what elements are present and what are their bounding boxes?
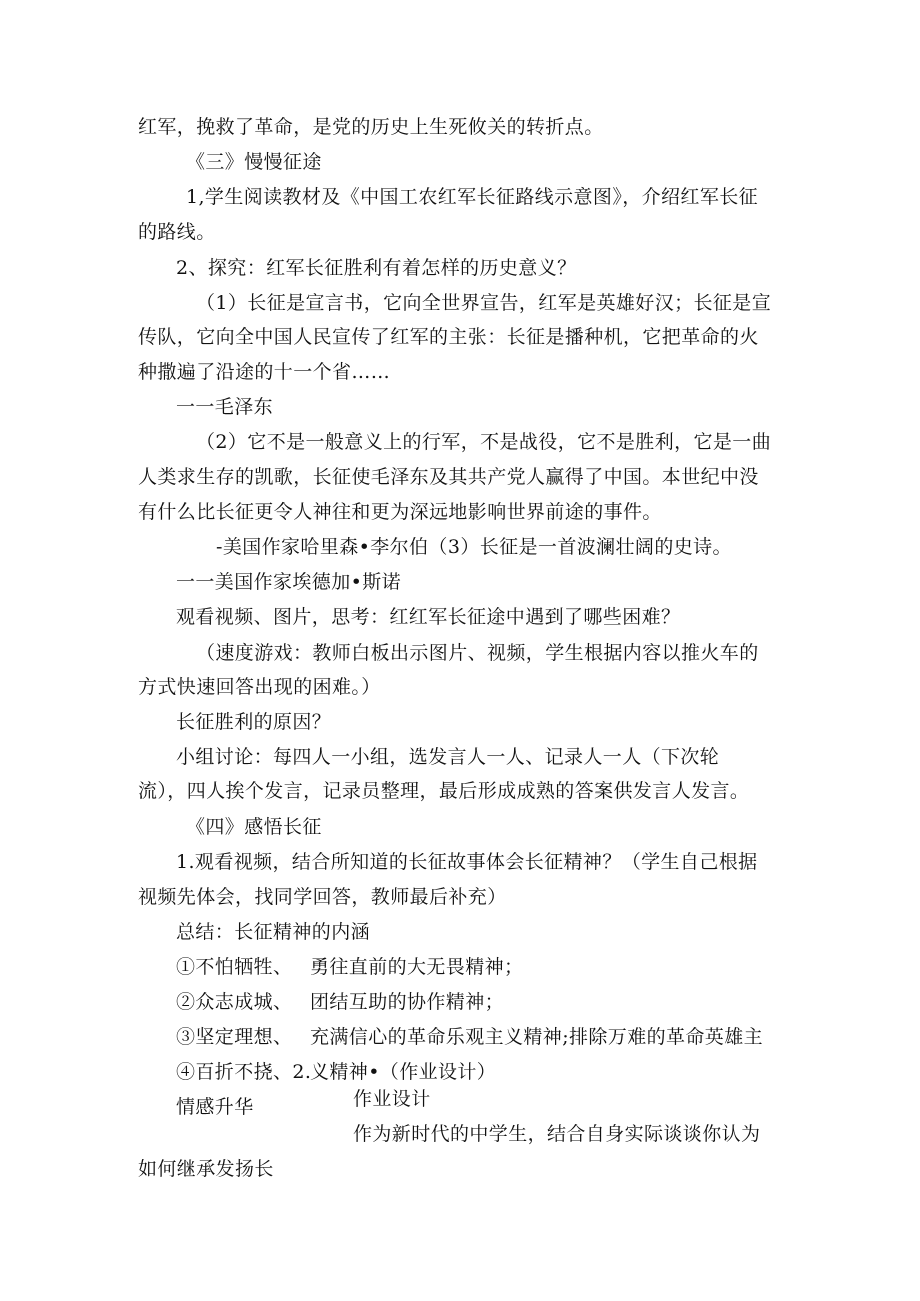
text-line-12: 有什么比长征更令人神往和更为深远地影响世界前途的事件。	[138, 501, 662, 523]
text-line-last: 如何继承发扬长	[138, 1158, 274, 1180]
text-line-22: 1.观看视频，结合所知道的长征故事体会长征精神？（学生自己根据	[176, 851, 758, 873]
spirit-item-3-text: 充满信心的革命乐观主义精神;排除万难的革命英雄主	[310, 1026, 764, 1048]
attribution-snow: 一一美国作家埃德加•斯诺	[176, 571, 402, 593]
spirit-item-2-text: 团结互助的协作精神；	[310, 991, 505, 1013]
text-line-19: 小组讨论：每四人一小组，选发言人一人、记录人一人（下次轮	[176, 746, 720, 768]
heading-emotion: 情感升华	[176, 1096, 254, 1118]
text-line-7: 传队，它向全中国人民宣传了红军的主张：长征是播种机，它把革命的火	[138, 326, 759, 348]
text-line-1: 红军，挽救了革命，是党的历史上生死攸关的转折点。	[138, 116, 604, 138]
section-heading-3: 《三》慢慢征途	[186, 151, 322, 173]
text-line-homework: 作为新时代的中学生，结合自身实际谈谈你认为	[353, 1123, 761, 1145]
spirit-item-4-text: 义精神•（作业设计）	[310, 1061, 497, 1083]
text-line-4: 的路线。	[138, 221, 216, 243]
text-line-15: 观看视频、图片，思考：红红军长征途中遇到了哪些困难？	[176, 606, 681, 628]
text-line-11: 人类求生存的凯歌，长征使毛泽东及其共产党人赢得了中国。本世纪中没	[138, 466, 759, 488]
section-heading-4: 《四》感悟长征	[186, 816, 322, 838]
text-line-23: 视频先体会，找同学回答，教师最后补充）	[138, 886, 507, 908]
text-line-3: 1,学生阅读教材及《中国工农红军长征路线示意图》，介绍红军长征	[186, 186, 759, 208]
spirit-item-3-prefix: ③坚定理想、	[176, 1026, 293, 1048]
spirit-item-2-prefix: ②众志成城、	[176, 991, 293, 1013]
attribution-salisbury: -美国作家哈里森•李尔伯（3）长征是一首波澜壮阔的史诗。	[216, 536, 732, 558]
spirit-item-1-text: 勇往直前的大无畏精神；	[310, 956, 524, 978]
text-line-18: 长征胜利的原因？	[176, 711, 332, 733]
text-line-20: 流），四人挨个发言，记录员整理，最后形成成熟的答案供发言人发言。	[138, 780, 750, 802]
text-line-10: （2）它不是一般意义上的行军，不是战役，它不是胜利，它是一曲	[196, 431, 772, 453]
spirit-item-4-prefix: ④百折不挠、2.	[176, 1061, 312, 1083]
heading-homework: 作业设计	[353, 1088, 431, 1110]
attribution-mao: 一一毛泽东	[176, 396, 274, 418]
text-line-6: （1）长征是宣言书，它向全世界宣告，红军是英雄好汉；长征是宣	[196, 292, 772, 314]
text-line-5: 2、探究：红军长征胜利有着怎样的历史意义？	[176, 257, 577, 279]
text-line-16: （速度游戏：教师白板出示图片、视频，学生根据内容以推火车的	[196, 642, 759, 664]
text-line-8: 种撒遍了沿途的十一个省……	[138, 361, 391, 383]
text-line-24: 总结：长征精神的内涵	[176, 921, 371, 943]
text-line-17: 方式快速回答出现的困难。）	[138, 676, 381, 698]
spirit-item-1-prefix: ①不怕牺牲、	[176, 956, 293, 978]
